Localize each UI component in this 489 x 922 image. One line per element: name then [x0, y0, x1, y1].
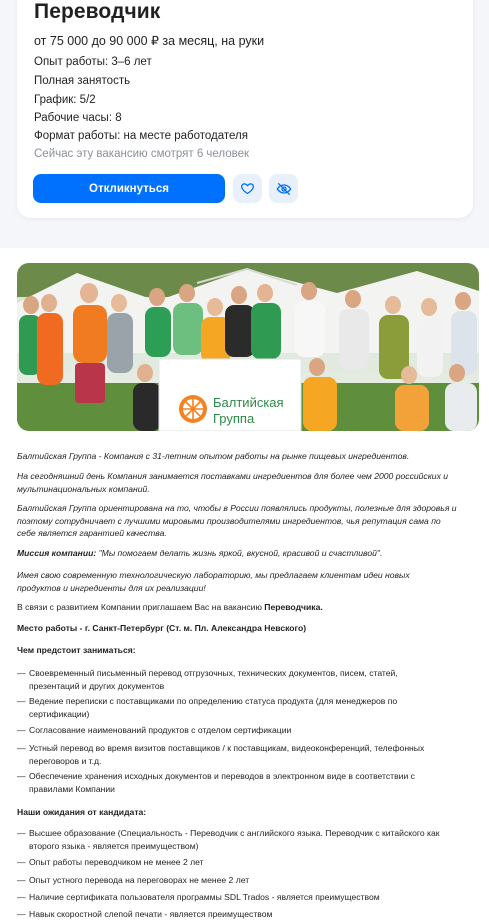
vacancy-description [0, 248, 489, 922]
lab-paragraph: Имея свою современную технологическую лабораторию, мы предлагаем клиентам идеи новых продуктов и ингредиенты для их реализации! [17, 570, 410, 593]
vacancy-title: Переводчик [34, 0, 161, 23]
expectation-item: — Навык скоростной слепой печати - является преимуществом [17, 909, 273, 919]
duty-item: — Обеспечение хранения исходных документов и переводов в электронном виде в соответствии с правилами Компании [17, 771, 415, 794]
schedule: График: 5/2 [34, 94, 96, 106]
banner-text-line1: Балтийская [213, 395, 284, 410]
clients-paragraph: На сегодняшний день Компания занимается поставками ингредиентов для более чем 2000 российских и мультинациональных компаний. [17, 471, 449, 494]
mission-paragraph: Миссия компании: "Мы помогаем делать жизнь яркой, вкусной, красивой и счастливой". [17, 548, 383, 558]
expectation-item: — Высшее образование (Специальность - Переводчик с английского языка. Переводчик с китайского как второго языка - является преимуществом) [17, 828, 440, 851]
intro-paragraph: Балтийская Группа - Компания с 31-летним опытом работы на рынке пищевых ингредиентов. [17, 451, 410, 461]
heart-icon [240, 181, 255, 196]
duty-item: — Устный перевод во время визитов поставщиков / к поставщикам, видеоконференций, телефонных переговоров и т.д. [17, 743, 425, 766]
company-logo [179, 395, 207, 423]
favorite-button[interactable] [233, 174, 262, 203]
company-team-photo [17, 263, 479, 431]
orientation-paragraph: Балтийская Группа ориентирована на то, чтобы в России появлялись продукты, полезные для здоровья и поэтому сотрудничает с лучшими мировыми производителями ингредиентов, чья репутация сама по себе является гарантией качества. [17, 503, 457, 538]
duty-item: — Согласование наименований продуктов с отделом сертификации [17, 725, 292, 735]
team-photo-illustration [17, 263, 479, 431]
employment: Полная занятость [34, 75, 131, 87]
work-format: Формат работы: на месте работодателя [34, 130, 248, 142]
experience: Опыт работы: 3–6 лет [34, 56, 152, 68]
work-location: Место работы - г. Санкт-Петербург (Ст. м. Пл. Александра Невского) [17, 623, 307, 633]
banner-text-line2: Группа [213, 411, 255, 426]
working-hours: Рабочие часы: 8 [34, 112, 122, 124]
duties-heading: Чем предстоит заниматься: [17, 645, 136, 655]
vacancy-card [17, 0, 473, 218]
duty-item: — Своевременный письменный перевод отгрузочных, технических документов, писем, статей, презентаций и других документов [17, 668, 398, 691]
apply-button[interactable]: Откликнуться [33, 174, 225, 203]
eye-off-icon [276, 181, 292, 197]
viewers-count: Сейчас эту вакансию смотрят 6 человек [34, 148, 250, 160]
expectations-heading: Наши ожидания от кандидата: [17, 807, 147, 817]
invitation-paragraph: В связи с развитием Компании приглашаем Вас на вакансию Переводчика. [17, 602, 323, 612]
salary: от 75 000 до 90 000 ₽ за месяц, на руки [34, 34, 265, 48]
expectation-item: — Наличие сертификата пользователя программы SDL Trados - является преимуществом [17, 892, 380, 902]
expectation-item: — Опыт устного перевода на переговорах не менее 2 лет [17, 875, 250, 885]
duty-item: — Ведение переписки с поставщиками по определению статуса продукта (для менеджеров по сертификации) [17, 696, 398, 719]
hide-vacancy-button[interactable] [269, 174, 298, 203]
expectation-item: — Опыт работы переводчиком не менее 2 лет [17, 857, 204, 867]
